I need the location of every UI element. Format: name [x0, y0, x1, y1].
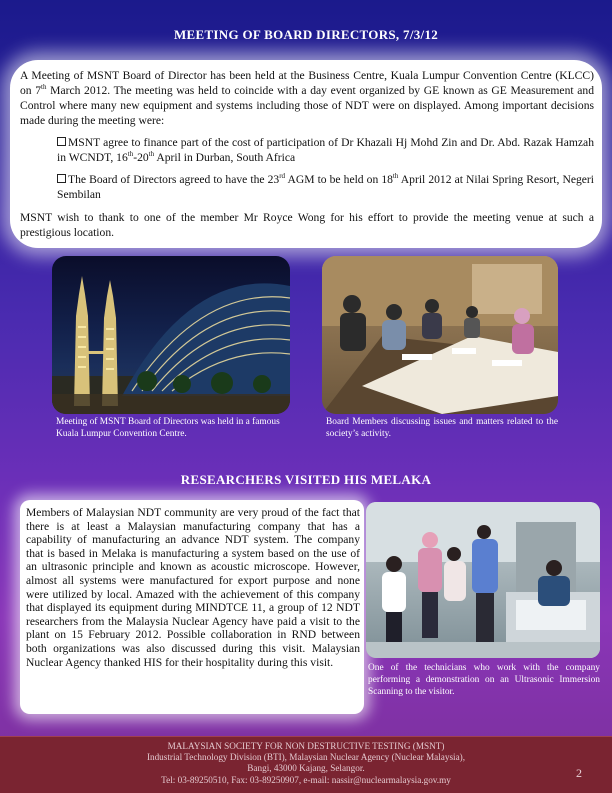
thanks-paragraph: MSNT wish to thank to one of the member Mr Royce Wong for his effort to provide the meeting venue at such a prestigious location. [20, 211, 594, 239]
photo-caption-klcc: Meeting of MSNT Board of Directors was held in a famous Kuala Lumpur Convention Centre. [56, 417, 280, 439]
board-members-photo [322, 256, 558, 414]
researchers-visit-text: Members of Malaysian NDT community are very proud of the fact that there is at least a Malaysian manufacturing company that has a capability of manufacturing an advance NDT system. The company that is based in Melaka is manufacturing a system based on the use of an ultrasonic principle and known as acoustic microscope. However, almost all systems were manufactured for export purpose and none were utilized by local. Amazed with the achievement of this company that displayed its equipment during MINDTCE 11, a group of 12 NDT researchers from the Malaysia Nuclear Agency have paid a visit to the plant on 15 February 2012. Possible collaboration in RND between both organizations was also discussed during this visit. Malaysian Nuclear Agency thanked HIS for their hospitality during this visit. [26, 506, 360, 669]
ultrasonic-demo-photo [366, 502, 600, 658]
board-meeting-text [20, 68, 594, 240]
photo-caption-demo: One of the technicians who work with the company performing a demonstration on an Ultrasonic Immersion Scanning to the visitor. [368, 663, 600, 697]
photo-caption-board: Board Members discussing issues and matters related to the society’s activity. [326, 417, 558, 439]
intro-paragraph: A Meeting of MSNT Board of Director has been held at the Business Centre, Kuala Lumpur Convention Centre (KLCC) on 7th March 2012. The meeting was held to coincide with a day event organized by GE known as GE Measurement and Control where many new equipment and systems including those of NDT were on displayed. Among important decisions made during the meeting were: [20, 69, 594, 127]
checkbox-bullet-icon [57, 137, 66, 146]
decision-bullet-1: MSNT agree to finance part of the cost of participation of Dr Khazali Hj Mohd Zin and Dr. Abd. Razak Hamzah in WCNDT, 16th-20th April in Durban, South Africa [57, 136, 594, 164]
footer-division: Industrial Technology Division (BTI), Malaysian Nuclear Agency (Nuclear Malaysia), [146, 752, 466, 763]
section-title-researchers-visit: RESEARCHERS VISITED HIS MELAKA [180, 472, 432, 487]
footer-location: Bangi, 43000 Kajang, Selangor. [247, 763, 365, 774]
footer-org-name: MALAYSIAN SOCIETY FOR NON DESTRUCTIVE TESTING (MSNT) [167, 741, 445, 751]
footer-contact: Tel: 03-89250510, Fax: 03-89250907, e-mail: nassir@nuclearmalaysia.gov.my [161, 774, 451, 785]
section-title-board-meeting: MEETING OF BOARD DIRECTORS, 7/3/12 [173, 27, 439, 42]
page-number: 2 [576, 766, 582, 780]
footer-address [0, 741, 612, 786]
footer-bar [0, 736, 612, 793]
decision-bullet-2: The Board of Directors agreed to have the 23rd AGM to be held on 18th April 2012 at Nilai Spring Resort, Negeri Sembilan [57, 172, 594, 201]
klcc-night-photo [52, 256, 290, 414]
checkbox-bullet-icon [57, 174, 66, 183]
